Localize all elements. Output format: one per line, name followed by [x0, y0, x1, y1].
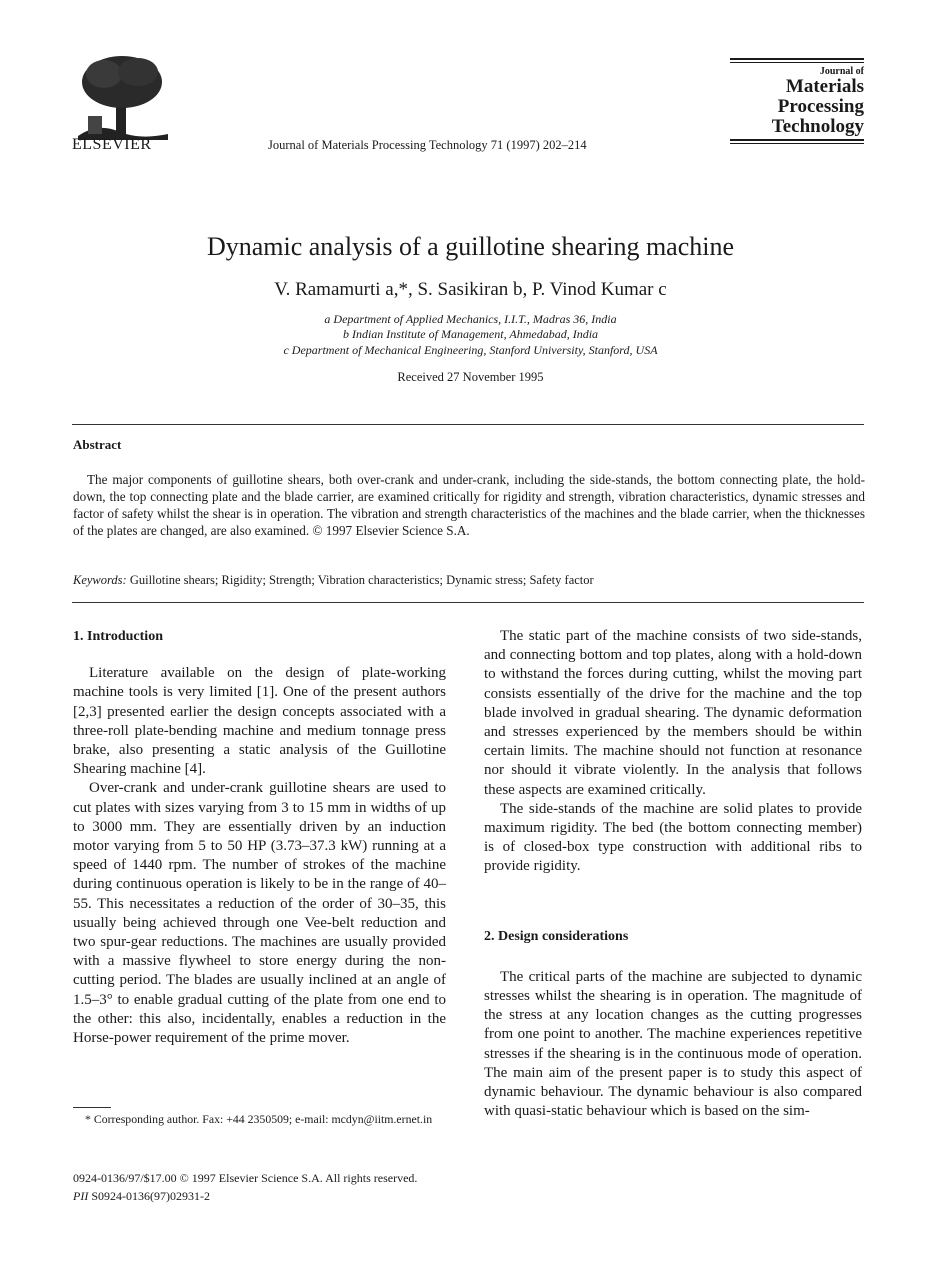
right-paragraph-2: The side-stands of the machine are solid plates to provide maximum rigidity. The bed (the bottom connecting member) is of closed-box type construction with additional ribs to provide rigidity.	[484, 800, 862, 875]
footnote-rule	[73, 1107, 111, 1108]
publisher-name: ELSEVIER	[72, 136, 152, 153]
intro-paragraph-1: Literature available on the design of plate-working machine tools is very limited [1]. One of the present authors [2,3] presented earlier the design concepts associated with a three-roll plate-bending machine and medium tonnage press brake, also presenting a static analysis of the Guillotine Shearing machine [4].	[73, 665, 446, 778]
journal-masthead	[730, 56, 864, 146]
copyright-block	[73, 1169, 417, 1205]
author-list: V. Ramamurti a,*, S. Sasikiran b, P. Vinod Kumar c	[274, 279, 667, 300]
design-heading: 2. Design considerations	[484, 928, 629, 944]
journal-name-line-2: Processing	[777, 96, 864, 117]
journal-name-line-3: Technology	[771, 116, 864, 137]
right-column	[484, 627, 862, 1121]
keywords	[73, 573, 865, 588]
journal-of-label: Journal of	[819, 66, 864, 77]
journal-name-line-1: Materials	[785, 76, 864, 97]
copyright-line: 0924-0136/97/$17.00 © 1997 Elsevier Science S.A. All rights reserved.	[73, 1171, 418, 1185]
keywords-text: Guillotine shears; Rigidity; Strength; Vibration characteristics; Dynamic stress; Safety factor	[129, 573, 594, 587]
design-paragraph-1: The critical parts of the machine are subjected to dynamic stresses whilst the shearing is in operation. The magnitude of the stress at any location changes as the cutting progresses from one point to another. The machine experiences repetitive stresses if the shearing is in the continuous mode of operation. The main aim of the present paper is to study this aspect of dynamic behaviour. The dynamic behaviour is also compared with quasi-static behaviour which is based on the sim-	[484, 968, 862, 1120]
abstract-heading: Abstract	[73, 437, 122, 452]
affiliation-c: c Department of Mechanical Engineering, Stanford University, Stanford, USA	[283, 343, 658, 357]
keywords-label: Keywords:	[73, 573, 127, 587]
received-date: Received 27 November 1995	[397, 370, 544, 384]
corresponding-author-footnote: * Corresponding author. Fax: +44 2350509; e-mail: mcdyn@iitm.ernet.in	[85, 1112, 433, 1126]
abstract-text: The major components of guillotine shears, both over-crank and under-crank, including the side-stands, the bottom connecting plate, the hold-down, the top connecting plate and the blade carrier, are examined critically for rigidity and strength, vibration characteristics, dynamic stresses and factor of safety whilst the shear is in operation. The vibration and strength characteristics of the machines and the blade carrier, when the thicknesses of the plates are changed, are also examined. © 1997 Elsevier Science S.A.	[73, 472, 865, 538]
journal-citation: Journal of Materials Processing Technology 71 (1997) 202–214	[268, 138, 587, 152]
pii-label: PII	[73, 1189, 89, 1203]
paper-title: Dynamic analysis of a guillotine shearing machine	[206, 232, 735, 261]
affiliation-b: b Indian Institute of Management, Ahmedabad, India	[342, 327, 599, 341]
intro-paragraph-2: Over-crank and under-crank guillotine shears are used to cut plates with sizes varying from 3 to 15 mm in widths of up to 3000 mm. They are essentially driven by an induction motor varying from 5 to 50 HP (3.73–37.3 kW) running at a speed of 1440 rpm. The number of strokes of the machine during continuous operation is likely to be in the range of 40–55. This necessitates a reduction of the order of 30–35, this usually being achieved through one Vee-belt reduction and two spur-gear reductions. The machines are usually provided with a massive flywheel to store energy during the non-cutting period. The blades are usually inclined at an angle of 1.5–3° to enable gradual cutting of the plate from one end to the other: this also, incidentally, enables a reduction in the Horse-power requirement of the prime mover.	[73, 780, 446, 1047]
intro-heading: 1. Introduction	[73, 629, 163, 644]
right-paragraph-1: The static part of the machine consists of two side-stands, and connecting bottom and top plates, along with a hold-down to withstand the forces during cutting, whilst the moving part consists essentially of the drive for the machine and the top blade involved in gradual shearing. The dynamic deformation and stresses experienced by the members should be within certain limits. The machine should not function at resonance nor should it vibrate violently. In the analysis that follows these aspects are examined critically.	[484, 628, 862, 798]
left-column	[73, 627, 446, 1048]
affiliation-a: a Department of Applied Mechanics, I.I.T., Madras 36, India	[324, 312, 617, 326]
rule-bottom	[72, 602, 864, 603]
rule-top	[72, 424, 864, 425]
pii-value: S0924-0136(97)02931-2	[91, 1189, 210, 1203]
